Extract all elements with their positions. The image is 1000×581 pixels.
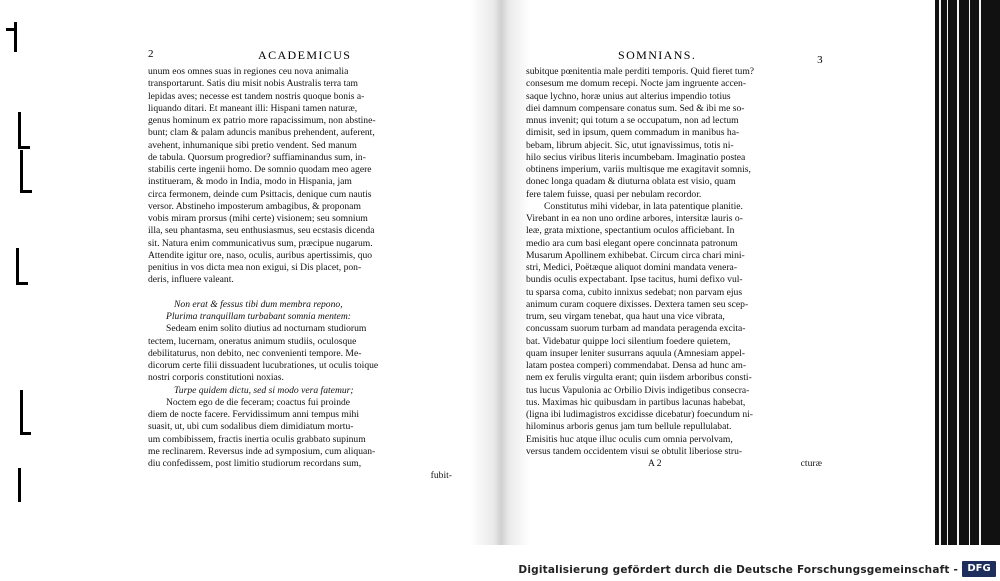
right-page-number: 3 xyxy=(817,54,824,66)
text-line: vobis miram prorsus (mihi certe) visionem; seu somnium xyxy=(148,213,368,224)
text-line: diu confedissem, post limitio studiorum recordans sum, xyxy=(148,458,362,469)
text-line: tu sparsa coma, cubito innixus sedebat; non parvam ejus xyxy=(526,286,743,298)
text-line: um combibissem, fractis inertia oculis grabbato supinum xyxy=(148,433,366,445)
left-page-text xyxy=(148,66,460,484)
right-page xyxy=(526,48,824,518)
text-line: Turpe quidem dictu, sed si modo vera fatemur; xyxy=(174,384,354,396)
text-line: diei damnum compensare conatus sum. Sed & ibi me so- xyxy=(526,102,745,114)
text-line: bat. Videbatur quippe loci silentium foedere quietem, xyxy=(526,335,731,347)
text-line: mnus invenit; qui totum a se occupatum, non ad lectum xyxy=(526,115,739,126)
text-line: bebam, librum abjecit. Sic, utut ignavissimus, totis ni- xyxy=(526,139,734,151)
text-line: diem de nocte facere. Fervidissimum anni tempus mihi xyxy=(148,409,360,420)
text-line: saque lychno, horæ unius aut alterius impendio totius xyxy=(526,90,731,102)
text-line: dimisit, sed in ipsum, quem commadum in manibus ha- xyxy=(526,127,740,139)
text-line: nem ex ferulis virgulta erant; quin iisdem arboribus consti- xyxy=(526,372,752,384)
text-line: circa fermonem, deinde cum Psittacis, denique cum nautis xyxy=(148,188,372,200)
text-line: latam postea comperi) commendabat. Densa ad hunc am- xyxy=(526,360,747,371)
funding-credit: Digitalisierung gefördert durch die Deutsche Forschungsgemeinschaft - xyxy=(518,564,958,576)
text-line: liquando ditari. Et maneant illi: Hispani tamen naturæ, xyxy=(148,102,358,114)
text-line: Virebant in ea non uno ordine arbores, intersitæ lauris o- xyxy=(526,213,743,224)
text-line: me reclinarem. Reversus inde ad symposium, cum aliquan- xyxy=(148,445,376,457)
right-running-title: SOMNIANS. xyxy=(618,48,697,62)
text-line: tus. Maximas hic quibusdam in partibus lacunas habebat, xyxy=(526,396,746,408)
left-running-title: ACADEMICUS xyxy=(258,48,352,62)
text-line: illa, seu phantasma, seu enthusiasmus, seu ecstasis dicenda xyxy=(148,225,375,237)
text-line xyxy=(148,287,460,299)
text-line: Attendite igitur ore, naso, oculis, auribus apertissimis, quo xyxy=(148,249,373,261)
text-line: quam insuper leniter susurrans aquula (Amnesiam appel- xyxy=(526,347,745,359)
text-line: fere talem fuisse, quasi per nebulam recordor. xyxy=(526,188,702,200)
text-line: bunt; clam & palam aduncis manibus prehendent, auferent, xyxy=(148,127,375,139)
text-line: versor. Abstineho imposterum ambagibus, & proponam xyxy=(148,200,361,212)
text-line: animum curam coquere dixisses. Dextera tamen seu scep- xyxy=(526,298,749,310)
right-edge-page-stack xyxy=(935,0,1000,545)
text-line: bundis oculis expectabant. Ipse tacitus, humi defixo vul- xyxy=(526,274,743,286)
right-page-footer xyxy=(526,458,824,472)
text-line: tus lucus Vapulonia ac Orbilio Divis indigetibus consecra- xyxy=(526,384,750,396)
text-line: hilo secius viribus literis incumbebam. Imaginatio postea xyxy=(526,151,746,163)
text-line: versus tandem occidentem visui se obtulit liberiose stru- xyxy=(526,445,743,457)
text-line: Sedeam enim solito diutius ad nocturnam studiorum xyxy=(166,323,367,335)
left-page-header xyxy=(148,48,460,64)
text-line: dicorum certe filii dissuadent lucubrationes, ut oculis toique xyxy=(148,360,379,371)
text-line: genus hominum ex patrio more rapacissimum, non abstine- xyxy=(148,115,376,126)
text-line: consesum me domum recepi. Nocte jam ingruente accen- xyxy=(526,78,747,90)
left-text-lines xyxy=(148,66,460,470)
left-page-number: 2 xyxy=(148,48,155,60)
text-line: obtinens imperium, variis multisque me exagitavit somnis, xyxy=(526,164,751,175)
text-line: debilitaturus, non debito, nec convenienti tempore. Me- xyxy=(148,347,362,359)
text-line: donec longa quadam & diuturna oblata est visio, quam xyxy=(526,176,736,188)
text-line: sit. Natura enim communicativus sum, præcipue nugarum. xyxy=(148,237,373,249)
book-gutter-shadow xyxy=(470,0,530,545)
text-line: (ligna ibi ludimagistros excidisse dicebatur) foecundum ni- xyxy=(526,409,753,420)
text-line: tectem, lucernam, oneratus animum studiis, oculosque xyxy=(148,335,357,347)
text-line: institueram, & modo in India, modo in Hispania, jam xyxy=(148,176,352,188)
text-line: Musarum Apollinem exhibebat. Circum circa chari mini- xyxy=(526,249,745,261)
left-page-footer xyxy=(148,470,460,484)
left-edge-scan-marks xyxy=(0,0,60,545)
text-line: leæ, grata mixtione, spectantium oculos afficiebant. In xyxy=(526,225,735,237)
text-line: deris, influere valeant. xyxy=(148,274,234,286)
text-line: trum, seu virgam tenebat, qua haut una vice vibrata, xyxy=(526,311,725,322)
text-line: Constitutus mihi videbar, in lata patentique planitie. xyxy=(544,200,743,212)
text-line: Emisitis huc atque illuc oculis cum omnia pervolvam, xyxy=(526,433,733,445)
signature-mark: A 2 xyxy=(648,458,662,469)
right-page-header xyxy=(526,48,824,64)
digitization-footer xyxy=(0,545,1000,581)
text-line: Plurima tranquillam turbabant somnia mentem: xyxy=(166,311,351,322)
text-line: Non erat & fessus tibi dum membra repono, xyxy=(174,298,343,310)
text-line: avehent, inhumanique sibi pretio vendent. Sed manum xyxy=(148,139,357,151)
text-line: transportarunt. Satis diu misit nobis Australis terra tam xyxy=(148,78,358,90)
dfg-logo: DFG xyxy=(962,561,996,577)
text-line: Noctem ego de die feceram; coactus fui proinde xyxy=(166,396,351,408)
left-page xyxy=(148,48,460,518)
text-line: stri, Medici, Poëtæque aliquot domini mandata venera- xyxy=(526,262,738,273)
text-line: concussam suorum turbam ad mandata peragenda excita- xyxy=(526,323,746,335)
text-line: subitque pœnitentia male perditi temporis. Quid fieret tum? xyxy=(526,66,755,77)
text-line: nostri corporis constitutioni noxias. xyxy=(148,372,284,384)
text-line: unum eos omnes suas in regiones ceu nova animalia xyxy=(148,66,349,77)
text-line: de tabula. Quorsum progredior? suffiaminandus sum, in- xyxy=(148,151,366,163)
text-line: hilominus arboris genus jam tum bellule repullulabat. xyxy=(526,421,732,433)
text-line: medio ara cum basi elegant opere concinnata patronum xyxy=(526,237,738,249)
text-line: lepidas aves; necesse est tandem nostris quoque bonis a- xyxy=(148,90,365,102)
text-line: suasit, ut, ubi cum sodalibus diem dimidiatum mortu- xyxy=(148,421,354,433)
right-page-text xyxy=(526,66,824,472)
right-text-lines xyxy=(526,66,824,458)
text-line: stabilis certe ingenii homo. De somnio quodam meo agere xyxy=(148,164,372,175)
left-catchword: fubit- xyxy=(430,470,452,482)
right-catchword: cturæ xyxy=(800,458,822,469)
text-line: penitius in vos dicta mea non exigui, si Dis placet, pon- xyxy=(148,262,362,273)
